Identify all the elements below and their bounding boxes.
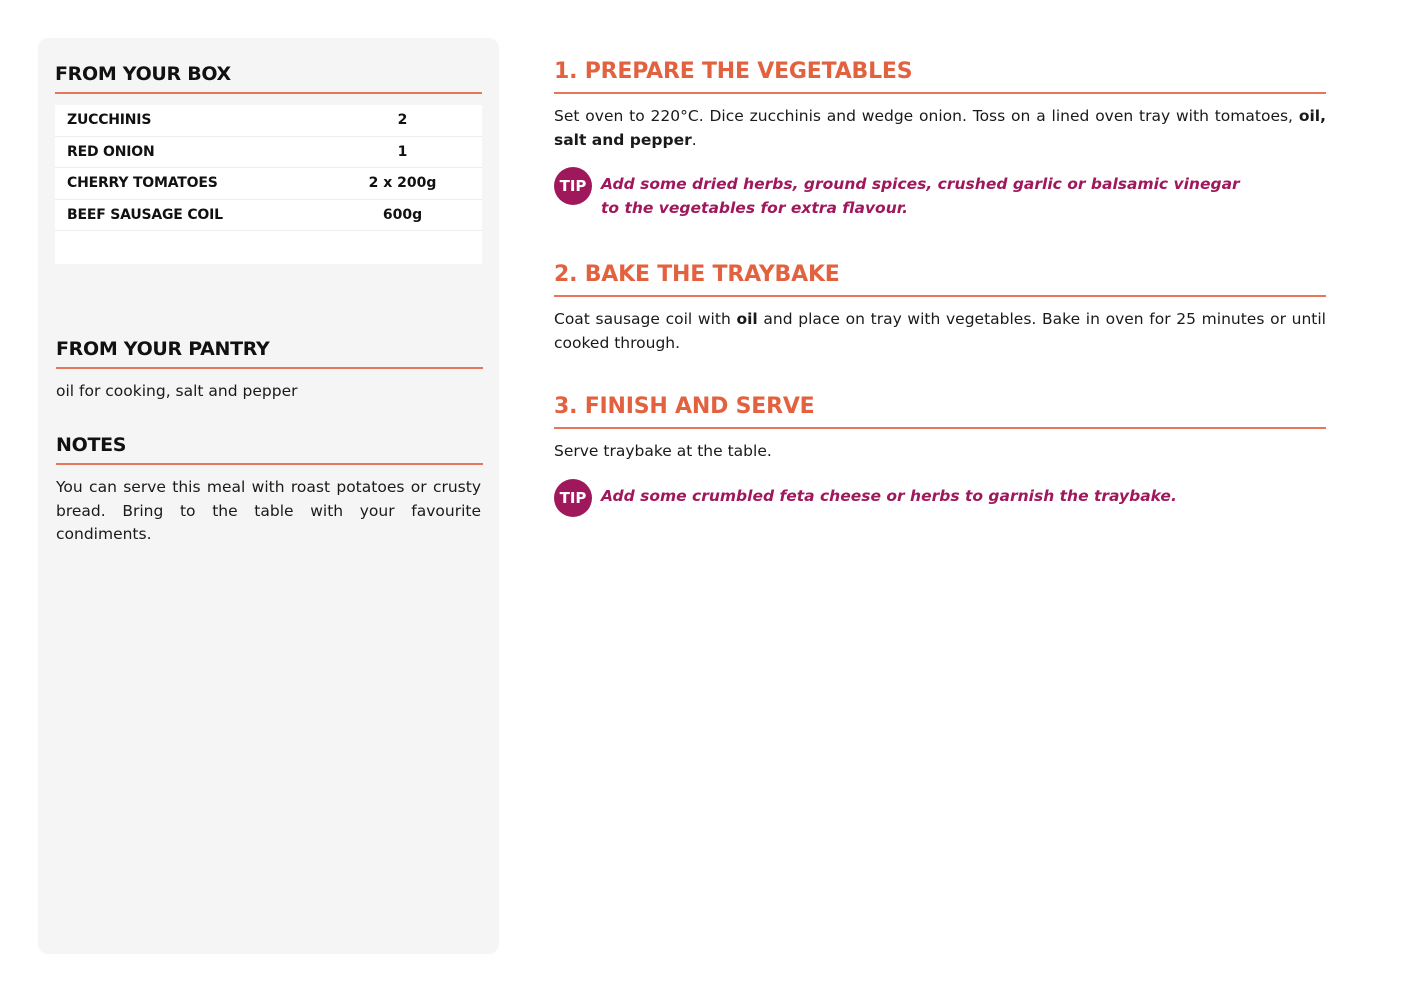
step-1-text-bold: oil, salt and pepper bbox=[554, 107, 1326, 149]
step-1-title: 1. PREPARE THE VEGETABLES bbox=[554, 59, 913, 84]
ingredient-row bbox=[55, 200, 482, 232]
ingredient-qty: 600g bbox=[382, 207, 423, 224]
pantry-heading: FROM YOUR PANTRY bbox=[56, 338, 270, 360]
step-3-text: Serve traybake at the table. bbox=[554, 442, 772, 460]
tip-text: Add some crumbled feta cheese or herbs to garnish the traybake. bbox=[601, 487, 1177, 505]
step-1-rule bbox=[554, 92, 1326, 94]
pantry-heading-rule bbox=[56, 367, 483, 369]
box-heading-rule bbox=[55, 92, 482, 94]
tip-badge-icon: TIP bbox=[554, 167, 592, 205]
step-3-tip bbox=[554, 479, 1326, 517]
step-2-title: 2. BAKE THE TRAYBAKE bbox=[554, 262, 840, 287]
step-3-rule bbox=[554, 427, 1326, 429]
ingredients-panel bbox=[38, 38, 499, 954]
tip-text: Add some dried herbs, ground spices, crushed garlic or balsamic vinegar to the vegetables for extra flavour. bbox=[601, 175, 1240, 217]
step-2-rule bbox=[554, 295, 1326, 297]
ingredient-name: RED ONION bbox=[67, 143, 155, 160]
step-2-text-bold: oil bbox=[736, 310, 758, 328]
ingredient-name: CHERRY TOMATOES bbox=[67, 175, 218, 192]
notes-text: You can serve this meal with roast potatoes or crusty bread. Bring to the table with your favourite condiments. bbox=[56, 478, 481, 543]
ingredient-row bbox=[55, 168, 482, 200]
ingredient-name: ZUCCHINIS bbox=[67, 112, 152, 129]
step-1-text-a: Set oven to 220°C. Dice zucchinis and wedge onion. Toss on a lined oven tray with tomatoes, bbox=[554, 107, 1299, 125]
step-2-text-c: and place on tray with vegetables. Bake in oven for 25 minutes or until cooked through. bbox=[554, 310, 1326, 352]
ingredient-row bbox=[55, 105, 482, 137]
box-heading: FROM YOUR BOX bbox=[55, 63, 231, 85]
step-2-text bbox=[554, 308, 1326, 355]
notes-heading-rule bbox=[56, 463, 483, 465]
notes-heading: NOTES bbox=[56, 434, 127, 456]
ingredient-qty: 1 bbox=[397, 143, 408, 160]
pantry-text: oil for cooking, salt and pepper bbox=[56, 382, 298, 400]
ingredient-row bbox=[55, 137, 482, 169]
step-1-tip bbox=[554, 167, 1326, 220]
step-1-text-c: . bbox=[691, 130, 697, 149]
tip-badge-icon: TIP bbox=[554, 479, 592, 517]
step-3-title: 3. FINISH AND SERVE bbox=[554, 394, 815, 419]
ingredient-name: BEEF SAUSAGE COIL bbox=[67, 207, 223, 224]
step-2-text-a: Coat sausage coil with bbox=[554, 310, 737, 328]
step-1-text bbox=[554, 105, 1326, 152]
box-ingredients-table bbox=[55, 105, 482, 264]
ingredient-qty: 2 x 200g bbox=[368, 175, 437, 192]
ingredient-qty: 2 bbox=[397, 112, 408, 129]
